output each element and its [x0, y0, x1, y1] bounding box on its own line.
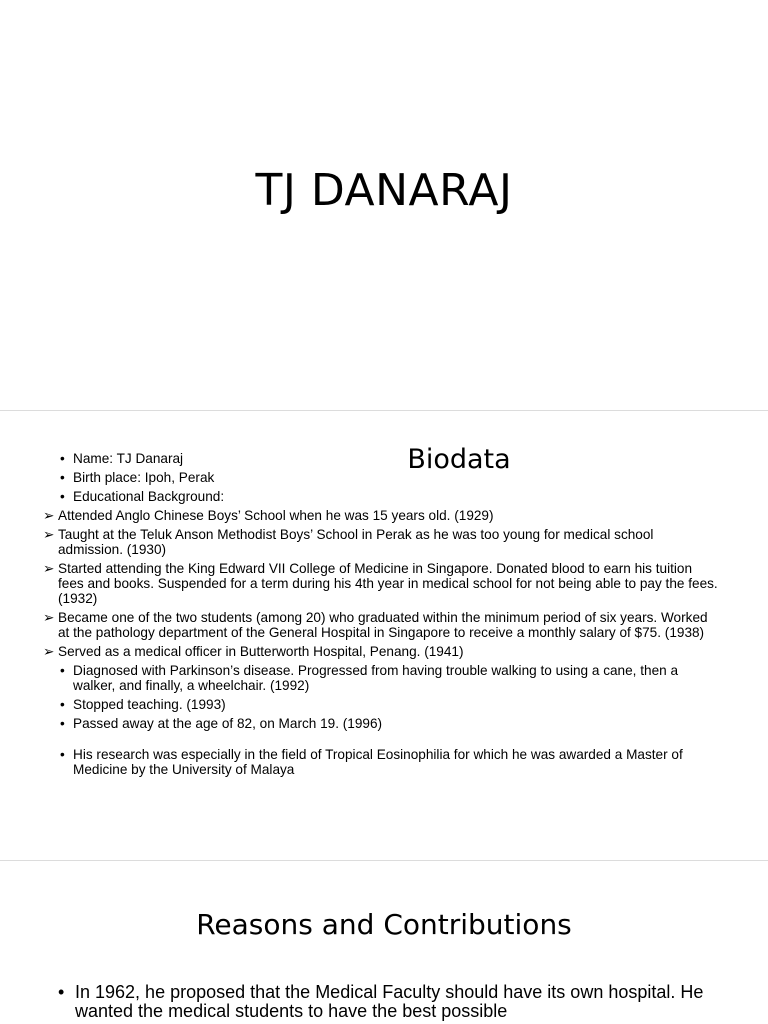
- contributions-slide: [0, 860, 768, 1024]
- list-item: [43, 610, 718, 640]
- list-item: [58, 716, 718, 731]
- list-item: [58, 747, 718, 777]
- list-item: [58, 983, 708, 1021]
- list-item-text: Served as a medical officer in Butterworth Hospital, Penang. (1941): [58, 644, 464, 659]
- arrow-bullet-icon: ➢: [43, 610, 55, 625]
- list-item: [43, 508, 718, 523]
- contributions-title: Reasons and Contributions: [196, 908, 572, 941]
- bullet-icon: •: [60, 663, 65, 678]
- list-item-text: Name: TJ Danaraj: [73, 451, 184, 466]
- list-item: [58, 697, 718, 712]
- list-item: [43, 561, 718, 606]
- list-item: [58, 663, 718, 693]
- bullet-icon: •: [60, 451, 65, 466]
- biodata-slide: [0, 410, 768, 860]
- title-slide: [0, 0, 768, 410]
- list-item: [58, 489, 718, 504]
- bullet-icon: •: [60, 716, 65, 731]
- bullet-icon: •: [58, 982, 65, 1002]
- list-item-text: Started attending the King Edward VII College of Medicine in Singapore. Donated blood to earn his tuition fees and books. Suspended for a term during his 4th year in medical school for not being able to pay the fees. (1932): [58, 561, 718, 606]
- list-item-text: Stopped teaching. (1993): [73, 697, 226, 712]
- list-item-text: Diagnosed with Parkinson’s disease. Progressed from having trouble walking to using a cane, then a walker, and finally, a wheelchair. (1992): [73, 663, 679, 693]
- arrow-bullet-icon: ➢: [43, 561, 55, 576]
- bullet-icon: •: [60, 470, 65, 485]
- list-item-text: In 1962, he proposed that the Medical Faculty should have its own hospital. He wanted the medical students to have the best possible: [75, 982, 704, 1021]
- list-item-text: Birth place: Ipoh, Perak: [73, 470, 215, 485]
- contributions-list: [58, 983, 708, 1021]
- list-item-text: Attended Anglo Chinese Boys’ School when he was 15 years old. (1929): [58, 508, 494, 523]
- main-title: TJ DANARAJ: [255, 165, 513, 216]
- list-item-text: Passed away at the age of 82, on March 19. (1996): [73, 716, 383, 731]
- list-item-text: Educational Background:: [73, 489, 225, 504]
- bullet-icon: •: [60, 747, 65, 762]
- list-item-text: Taught at the Teluk Anson Methodist Boys’ School in Perak as he was too young for medical school admission. (1930): [58, 527, 654, 557]
- arrow-bullet-icon: ➢: [43, 644, 55, 659]
- list-item: [58, 451, 718, 466]
- list-item: [43, 527, 718, 557]
- arrow-bullet-icon: ➢: [43, 527, 55, 542]
- bullet-icon: •: [60, 697, 65, 712]
- biodata-list: [43, 451, 718, 781]
- list-item: [58, 470, 718, 485]
- list-item: [43, 644, 718, 659]
- bullet-icon: •: [60, 489, 65, 504]
- biodata-title: Biodata: [407, 444, 511, 475]
- list-item-text: His research was especially in the field of Tropical Eosinophilia for which he was awarded a Master of Medicine by the University of Malaya: [73, 747, 683, 777]
- list-item-text: Became one of the two students (among 20) who graduated within the minimum period of six years. Worked at the pathology department of the General Hospital in Singapore to receive a monthly salary of $75. (1938): [58, 610, 708, 640]
- arrow-bullet-icon: ➢: [43, 508, 55, 523]
